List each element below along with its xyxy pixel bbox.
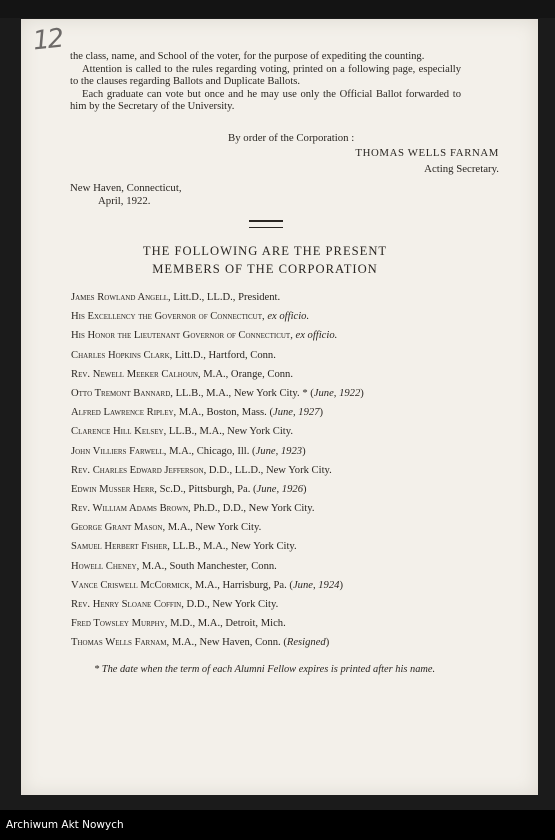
member-entry (71, 595, 364, 614)
member-note: ex officio. (295, 330, 338, 342)
member-name: George Grant Mason (71, 522, 163, 534)
member-entry (71, 557, 364, 576)
member-details: , D.D., LL.D., New York City. (203, 464, 332, 476)
member-note: June, 1922 (313, 387, 361, 399)
intro-text (70, 51, 461, 114)
archive-label: Archiwum Akt Nowych (6, 819, 124, 831)
member-entry (71, 422, 364, 441)
intro-paragraph-2: Attention is called to the rules regarding voting, printed on a following page, especially to the clauses regarding Ballots and Duplicate Ballots. (70, 63, 461, 87)
members-heading (100, 243, 430, 278)
place-city: New Haven, Connecticut, (70, 182, 182, 194)
member-name: Vance Criswell McCormick (71, 579, 190, 591)
member-name: His Honor the Lieutenant Governor of Connecticut (71, 330, 291, 342)
by-order-line: By order of the Corporation : (228, 132, 355, 144)
member-entry (71, 442, 364, 461)
member-entry (71, 403, 364, 422)
member-details: , LL.B., M.A., New York City. (163, 426, 293, 438)
scan-border-top (0, 0, 555, 18)
member-details: , M.D., M.A., Detroit, Mich. (164, 618, 286, 630)
member-name: Alfred Lawrence Ripley (71, 407, 174, 419)
member-note-close: ) (360, 387, 364, 399)
member-name: Otto Tremont Bannard (71, 387, 171, 399)
heading-line-1: THE FOLLOWING ARE THE PRESENT (142, 244, 388, 258)
member-note-close: ) (339, 579, 343, 591)
member-details: , (290, 330, 296, 342)
member-details: , Litt.D., LL.D., President. (168, 292, 281, 303)
member-details: , LL.B., M.A., New York City. (167, 541, 297, 553)
intro-paragraph-3: Each graduate can vote but once and he may use only the Official Ballot forwarded to him by the Secretary of the University. (70, 88, 461, 112)
member-name: His Excellency the Governor of Connecticut (71, 311, 263, 323)
member-details: , (262, 311, 268, 323)
member-details: , M.A., South Manchester, Conn. (136, 560, 277, 572)
footnote: * The date when the term of each Alumni Fellow expires is printed after his name. (94, 664, 436, 675)
member-name: Rev. Charles Edward Jefferson (71, 464, 204, 476)
member-details: , LL.B., M.A., New York City. * ( (170, 387, 314, 399)
member-name: James Rowland Angell (71, 292, 169, 303)
member-entry (71, 499, 364, 518)
member-entry (71, 614, 364, 633)
member-note: June, 1926 (256, 483, 303, 495)
member-details: , Sc.D., Pittsburgh, Pa. ( (154, 483, 257, 495)
member-note-close: ) (325, 637, 330, 649)
member-entry (71, 518, 364, 537)
member-name: Fred Towsley Murphy (71, 618, 165, 630)
page-number-marker: 12 (31, 23, 64, 57)
member-details: , M.A., New Haven, Conn. ( (166, 637, 287, 649)
member-entry (71, 384, 364, 403)
archive-footer (0, 810, 555, 840)
member-entry (71, 576, 364, 595)
member-entry (71, 461, 364, 480)
section-divider (249, 220, 283, 228)
member-name: Rev. Henry Sloane Coffin (71, 599, 182, 610)
member-details: , D.D., New York City. (181, 599, 279, 610)
member-entry (71, 288, 364, 307)
member-details: , M.A., New York City. (162, 522, 262, 534)
member-entry (71, 480, 364, 499)
member-entry (71, 633, 364, 652)
place-date (70, 182, 182, 208)
member-details: , M.A., Orange, Conn. (197, 368, 293, 380)
member-name: Edwin Musser Herr (71, 483, 155, 495)
member-name: Thomas Wells Farnam (71, 637, 167, 649)
member-details: , Ph.D., D.D., New York City. (188, 503, 315, 515)
member-name: Rev. Newell Meeker Calhoun (71, 368, 198, 380)
member-entry (71, 346, 364, 365)
member-entry (71, 537, 364, 556)
signer-title: Acting Secretary. (424, 163, 499, 175)
member-note: June, 1923 (255, 445, 303, 457)
member-details: , M.A., Boston, Mass. ( (173, 407, 274, 419)
member-note: ex officio. (267, 311, 310, 323)
member-entry (71, 326, 364, 345)
member-note: Resigned (286, 637, 326, 649)
member-name: Rev. William Adams Brown (71, 503, 189, 515)
member-entry (71, 307, 364, 326)
members-list (71, 288, 364, 653)
member-note-close: ) (302, 445, 306, 457)
member-name: Samuel Herbert Fisher (71, 541, 168, 553)
member-name: John Villiers Farwell (71, 445, 164, 457)
member-note-close: ) (319, 407, 324, 419)
member-name: Charles Hopkins Clark (71, 349, 170, 361)
member-entry (71, 365, 364, 384)
member-note-close: ) (303, 483, 307, 495)
signer-name: THOMAS WELLS FARNAM (355, 147, 499, 159)
member-note: June, 1924 (292, 579, 340, 591)
member-details: , M.A., Chicago, Ill. ( (163, 445, 256, 457)
heading-line-2: MEMBERS OF THE CORPORATION (152, 261, 378, 276)
member-name: Clarence Hill Kelsey (71, 426, 164, 438)
place-date-line: April, 1922. (98, 195, 151, 207)
member-details: , M.A., Harrisburg, Pa. ( (189, 579, 293, 591)
member-details: , Litt.D., Hartford, Conn. (169, 349, 276, 361)
intro-paragraph-1: the class, name, and School of the voter, for the purpose of expediting the counting. (70, 51, 425, 62)
member-note: June, 1927 (273, 407, 320, 419)
member-name: Howell Cheney (71, 560, 137, 572)
